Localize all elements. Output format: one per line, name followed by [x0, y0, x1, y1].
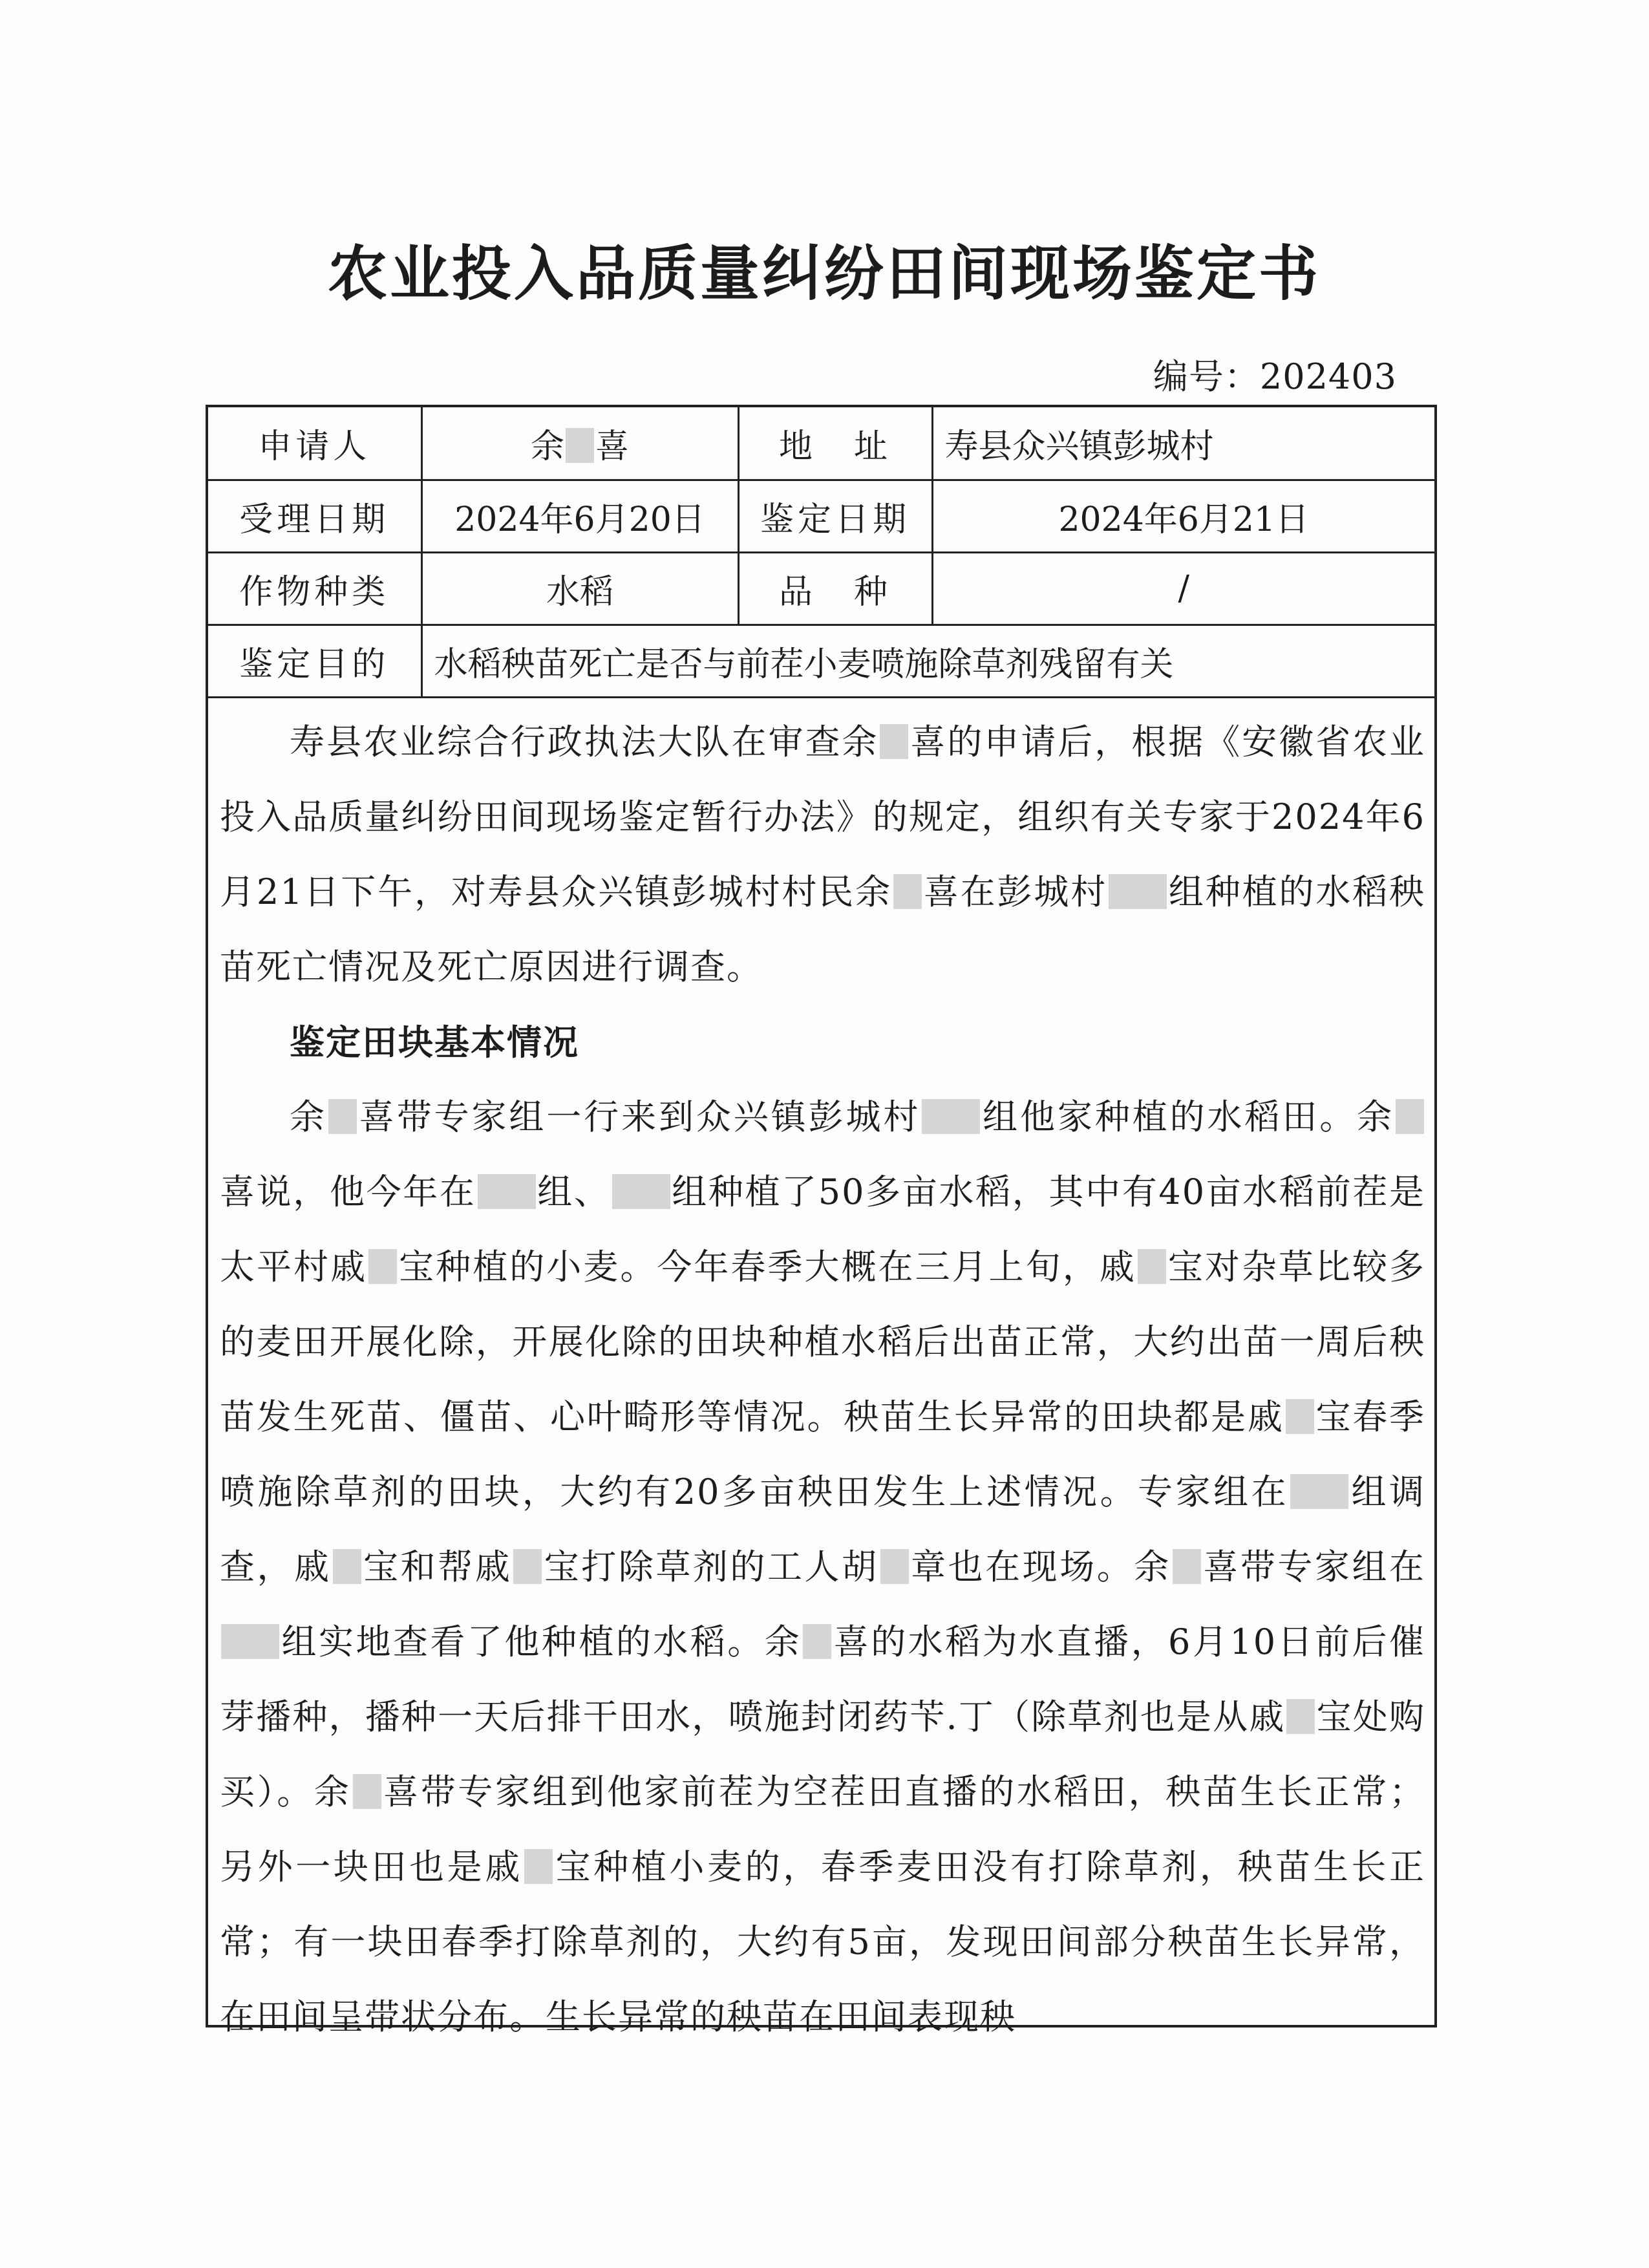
table-row: [208, 407, 1434, 480]
redaction-mask: [1173, 1549, 1201, 1584]
field-description-paragraph: 余 喜带专家组一行来到众兴镇彭城村 组他家种植的水稻田。余喜说，他今年在 组、 组种植了50多亩水稻，其中有40亩水稻前茬是太平村戚 宝种植的小麦。今年春季大概在三月上旬，戚 宝对杂草比较多的麦田开展化除，开展化除的田块种植水稻后出苗正常，大约出苗一周后秧苗发生死苗、僵苗、心叶畸形等情况。秧苗生长异常的田块都是戚 宝春季喷施除草剂的田块，大约有20多亩秧田发生上述情况。专家组在 组调查，戚 宝和帮戚 宝打除草剂的工人胡 章也在现场。余 喜带专家组在组实地查看了他种植的水稻。余 喜的水稻为水直播，6月10日前后催芽播种，播种一天后排干田水，喷施封闭药苄.丁（除草剂也是从戚 宝处购买）。余 喜带专家组到他家前茬为空茬田直播的水稻田，秧苗生长正常；另外一块田也是戚 宝种植小麦的，春季麦田没有打除草剂，秧苗生长正常；有一块田春季打除草剂的，大约有5亩，发现田间部分秧苗生长异常，在田间呈带状分布。生长异常的秧苗在田间表现秧: [220, 1097, 1426, 2037]
document-number: 编号：202403: [1153, 356, 1397, 397]
appraisal-form: [206, 405, 1437, 2037]
redaction-mask: [328, 1099, 357, 1134]
redaction-mask: [353, 1774, 381, 1809]
crop-label: 作物种类: [208, 552, 421, 625]
applicant-label: 申请人: [208, 407, 421, 480]
redaction-mask: [803, 1624, 831, 1659]
accept-date-label: 受理日期: [208, 480, 421, 552]
applicant-given-name: 喜: [595, 427, 630, 466]
address-value: 寿县众兴镇彭城村: [932, 407, 1434, 480]
intro-paragraph: 寿县农业综合行政执法大队在审查余 喜的申请后，根据《安徽省农业投入品质量纠纷田间现场鉴定暂行办法》的规定，组织有关专家于2024年6月21日下午，对寿县众兴镇彭城村村民余 喜在彭城村 组种植的水稻秧苗死亡情况及死亡原因进行调查。: [220, 722, 1426, 987]
redaction-mask: [893, 874, 922, 909]
applicant-surname: 余: [530, 427, 564, 466]
redaction-mask: [368, 1249, 397, 1284]
appraisal-date-label: 鉴定日期: [738, 480, 932, 552]
redaction-mask: [1286, 1399, 1314, 1434]
redaction-mask: [1138, 1249, 1166, 1284]
address-label: 地 址: [738, 407, 932, 480]
redaction-mask: [880, 724, 908, 759]
section-heading: 鉴定田块基本情况: [290, 1022, 579, 1063]
appraisal-body: [220, 705, 1425, 2055]
purpose-value: 水稻秧苗死亡是否与前茬小麦喷施除草剂残留有关: [421, 625, 1434, 697]
variety-value: /: [932, 552, 1434, 625]
appraisal-date-value: 2024年6月21日: [932, 480, 1434, 552]
redaction-mask: [1290, 1474, 1348, 1509]
accept-date-value: 2024年6月20日: [421, 480, 738, 552]
redaction-mask: [1109, 874, 1167, 909]
redaction-mask: [1396, 1099, 1424, 1134]
table-row: [208, 480, 1434, 552]
redaction-mask: [333, 1549, 361, 1584]
document-title: 农业投入品质量纠纷田间现场鉴定书: [327, 239, 1321, 308]
redaction-mask: [478, 1174, 536, 1209]
crop-value: 水稻: [421, 552, 738, 625]
purpose-label: 鉴定目的: [208, 625, 421, 697]
table-row: [208, 552, 1434, 625]
applicant-value: [421, 407, 738, 480]
redaction-mask: [513, 1549, 542, 1584]
redaction-mask: [922, 1099, 980, 1134]
info-table: [208, 407, 1434, 698]
redaction-mask: [566, 428, 594, 463]
redaction-mask: [1286, 1699, 1315, 1734]
redaction-mask: [524, 1849, 553, 1884]
variety-label: 品 种: [738, 552, 932, 625]
redaction-mask: [221, 1624, 279, 1659]
redaction-mask: [612, 1174, 670, 1209]
table-row: [208, 625, 1434, 697]
redaction-mask: [880, 1549, 909, 1584]
